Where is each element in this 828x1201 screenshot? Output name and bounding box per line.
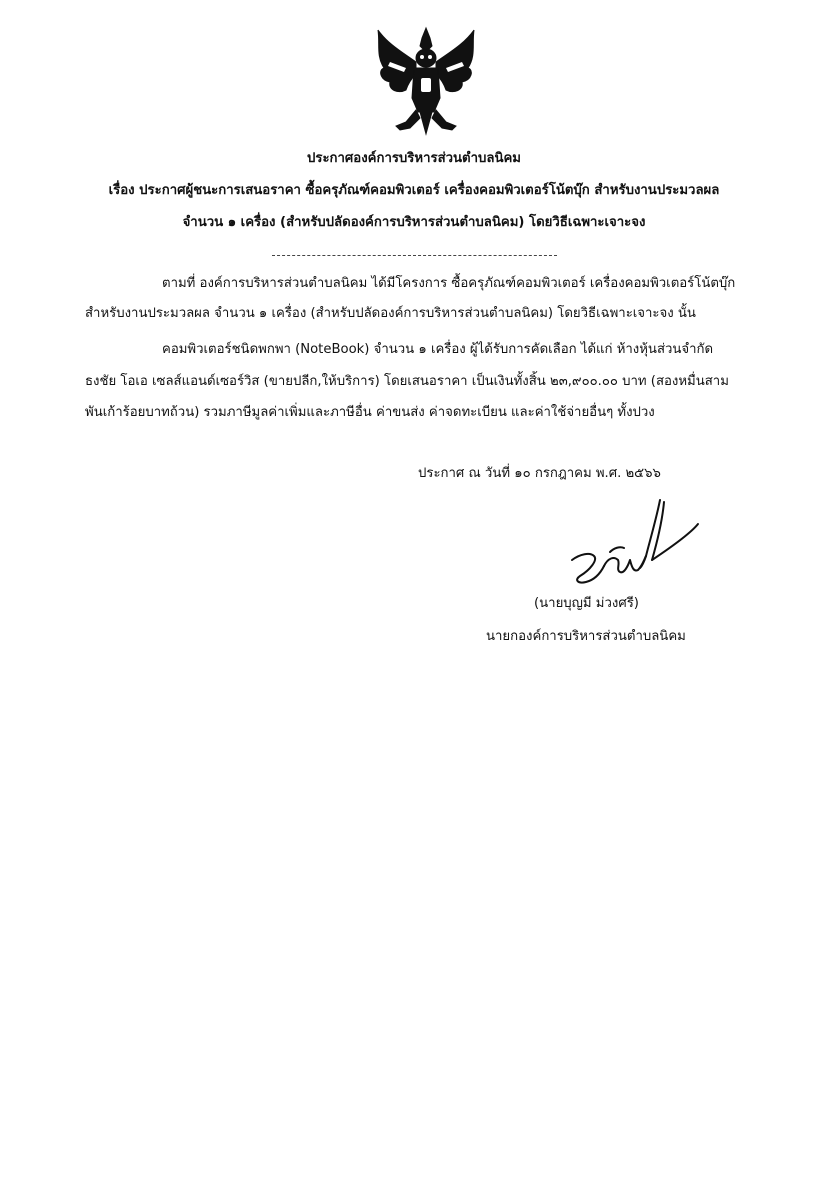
announcement-title: ประกาศองค์การบริหารส่วนตำบลนิคม (306, 151, 521, 166)
body-paragraph-line-3: คอมพิวเตอร์ชนิดพกพา (NoteBook) จำนวน ๑ เครื่อง ผู้ได้รับการคัดเลือก ได้แก่ ห้างหุ้นส่วนจำกัด (162, 342, 714, 357)
announcement-date: ประกาศ ณ วันที่ ๑๐ กรกฎาคม พ.ศ. ๒๕๖๖ (418, 466, 661, 481)
body-paragraph-line-2: สำหรับงานประมวลผล จำนวน ๑ เครื่อง (สำหรับปลัดองค์การบริหารส่วนตำบลนิคม) โดยวิธีเฉพาะเจาะจง นั้น (85, 306, 696, 321)
handwritten-signature (560, 490, 700, 600)
signer-name: (นายบุญมี ม่วงศรี) (534, 596, 639, 611)
signer-position: นายกองค์การบริหารส่วนตำบลนิคม (486, 629, 686, 644)
body-paragraph-line-5: พันเก้าร้อยบาทถ้วน) รวมภาษีมูลค่าเพิ่มและภาษีอื่น ค่าขนส่ง ค่าจดทะเบียน และค่าใช้จ่ายอื่นๆ ทั้งปวง (85, 405, 655, 420)
body-paragraph-line-4: ธงชัย โอเอ เซลส์แอนด์เซอร์วิส (ขายปลีก,ให้บริการ) โดยเสนอราคา เป็นเงินทั้งสิ้น ๒๓,๙๐๐.๐๐ บาท (สองหมื่นสาม (85, 374, 729, 389)
garuda-emblem-icon (366, 22, 486, 142)
header-separator (272, 255, 557, 256)
announcement-subject-line-2: จำนวน ๑ เครื่อง (สำหรับปลัดองค์การบริหารส่วนตำบลนิคม) โดยวิธีเฉพาะเจาะจง (182, 215, 646, 230)
body-paragraph-line-1: ตามที่ องค์การบริหารส่วนตำบลนิคม ได้มีโครงการ ซื้อครุภัณฑ์คอมพิวเตอร์ เครื่องคอมพิวเตอร์โน้ตบุ๊ก (162, 276, 736, 291)
announcement-subject-line-1: เรื่อง ประกาศผู้ชนะการเสนอราคา ซื้อครุภัณฑ์คอมพิวเตอร์ เครื่องคอมพิวเตอร์โน้ตบุ๊ก สำหรับงานประมวลผล (108, 183, 720, 198)
